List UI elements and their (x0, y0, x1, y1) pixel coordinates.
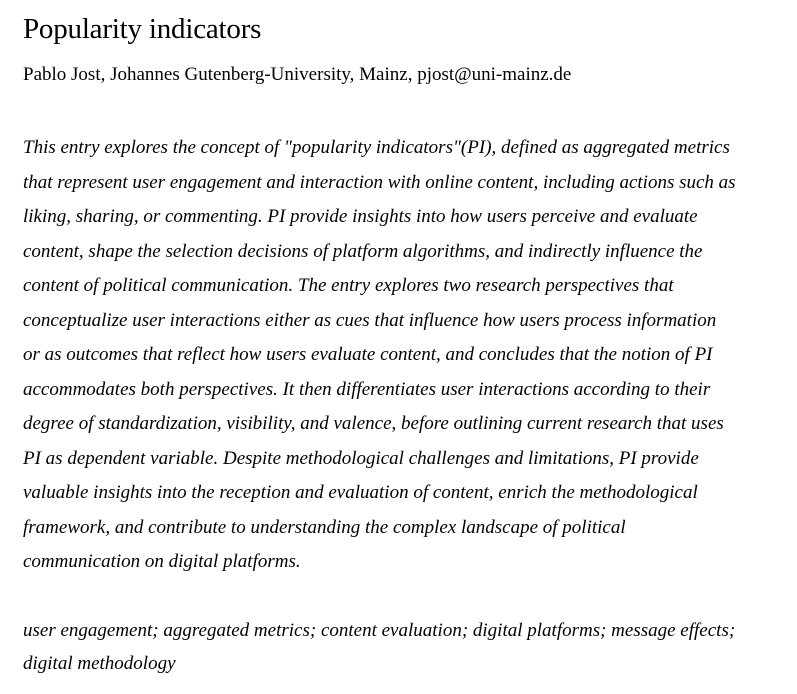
abstract-line: content, shape the selection decisions of platform algorithms, and indirectly influence the (23, 240, 703, 262)
author-line: Pablo Jost, Johannes Gutenberg-University, Mainz, pjost@uni-mainz.de (23, 64, 572, 85)
abstract-line: PI as dependent variable. Despite methodological challenges and limitations, PI provide (23, 447, 699, 469)
keywords-line: user engagement; aggregated metrics; content evaluation; digital platforms; message effects; (23, 620, 736, 641)
abstract-line: or as outcomes that reflect how users evaluate content, and concludes that the notion of PI (23, 344, 713, 365)
abstract-line: liking, sharing, or commenting. PI provide insights into how users perceive and evaluate (23, 206, 698, 227)
abstract-line: accommodates both perspectives. It then differentiates user interactions according to their (23, 378, 711, 400)
abstract-line: conceptualize user interactions either as cues that influence how users process information (23, 309, 717, 331)
abstract-line: that represent user engagement and interaction with online content, including actions such as (23, 171, 736, 193)
abstract (23, 131, 791, 580)
abstract-line: content of political communication. The entry explores two research perspectives that (23, 275, 674, 296)
abstract-line: framework, and contribute to understanding the complex landscape of political (23, 516, 626, 538)
document-title: Popularity indicators (23, 13, 262, 45)
abstract-line: communication on digital platforms. (23, 551, 301, 572)
keywords-line: digital methodology (23, 653, 176, 674)
abstract-line: This entry explores the concept of "popularity indicators"(PI), defined as aggregated metrics (23, 137, 730, 158)
keywords (23, 614, 791, 680)
abstract-line: degree of standardization, visibility, and valence, before outlining current research that uses (23, 413, 724, 434)
abstract-line: valuable insights into the reception and evaluation of content, enrich the methodological (23, 482, 698, 503)
